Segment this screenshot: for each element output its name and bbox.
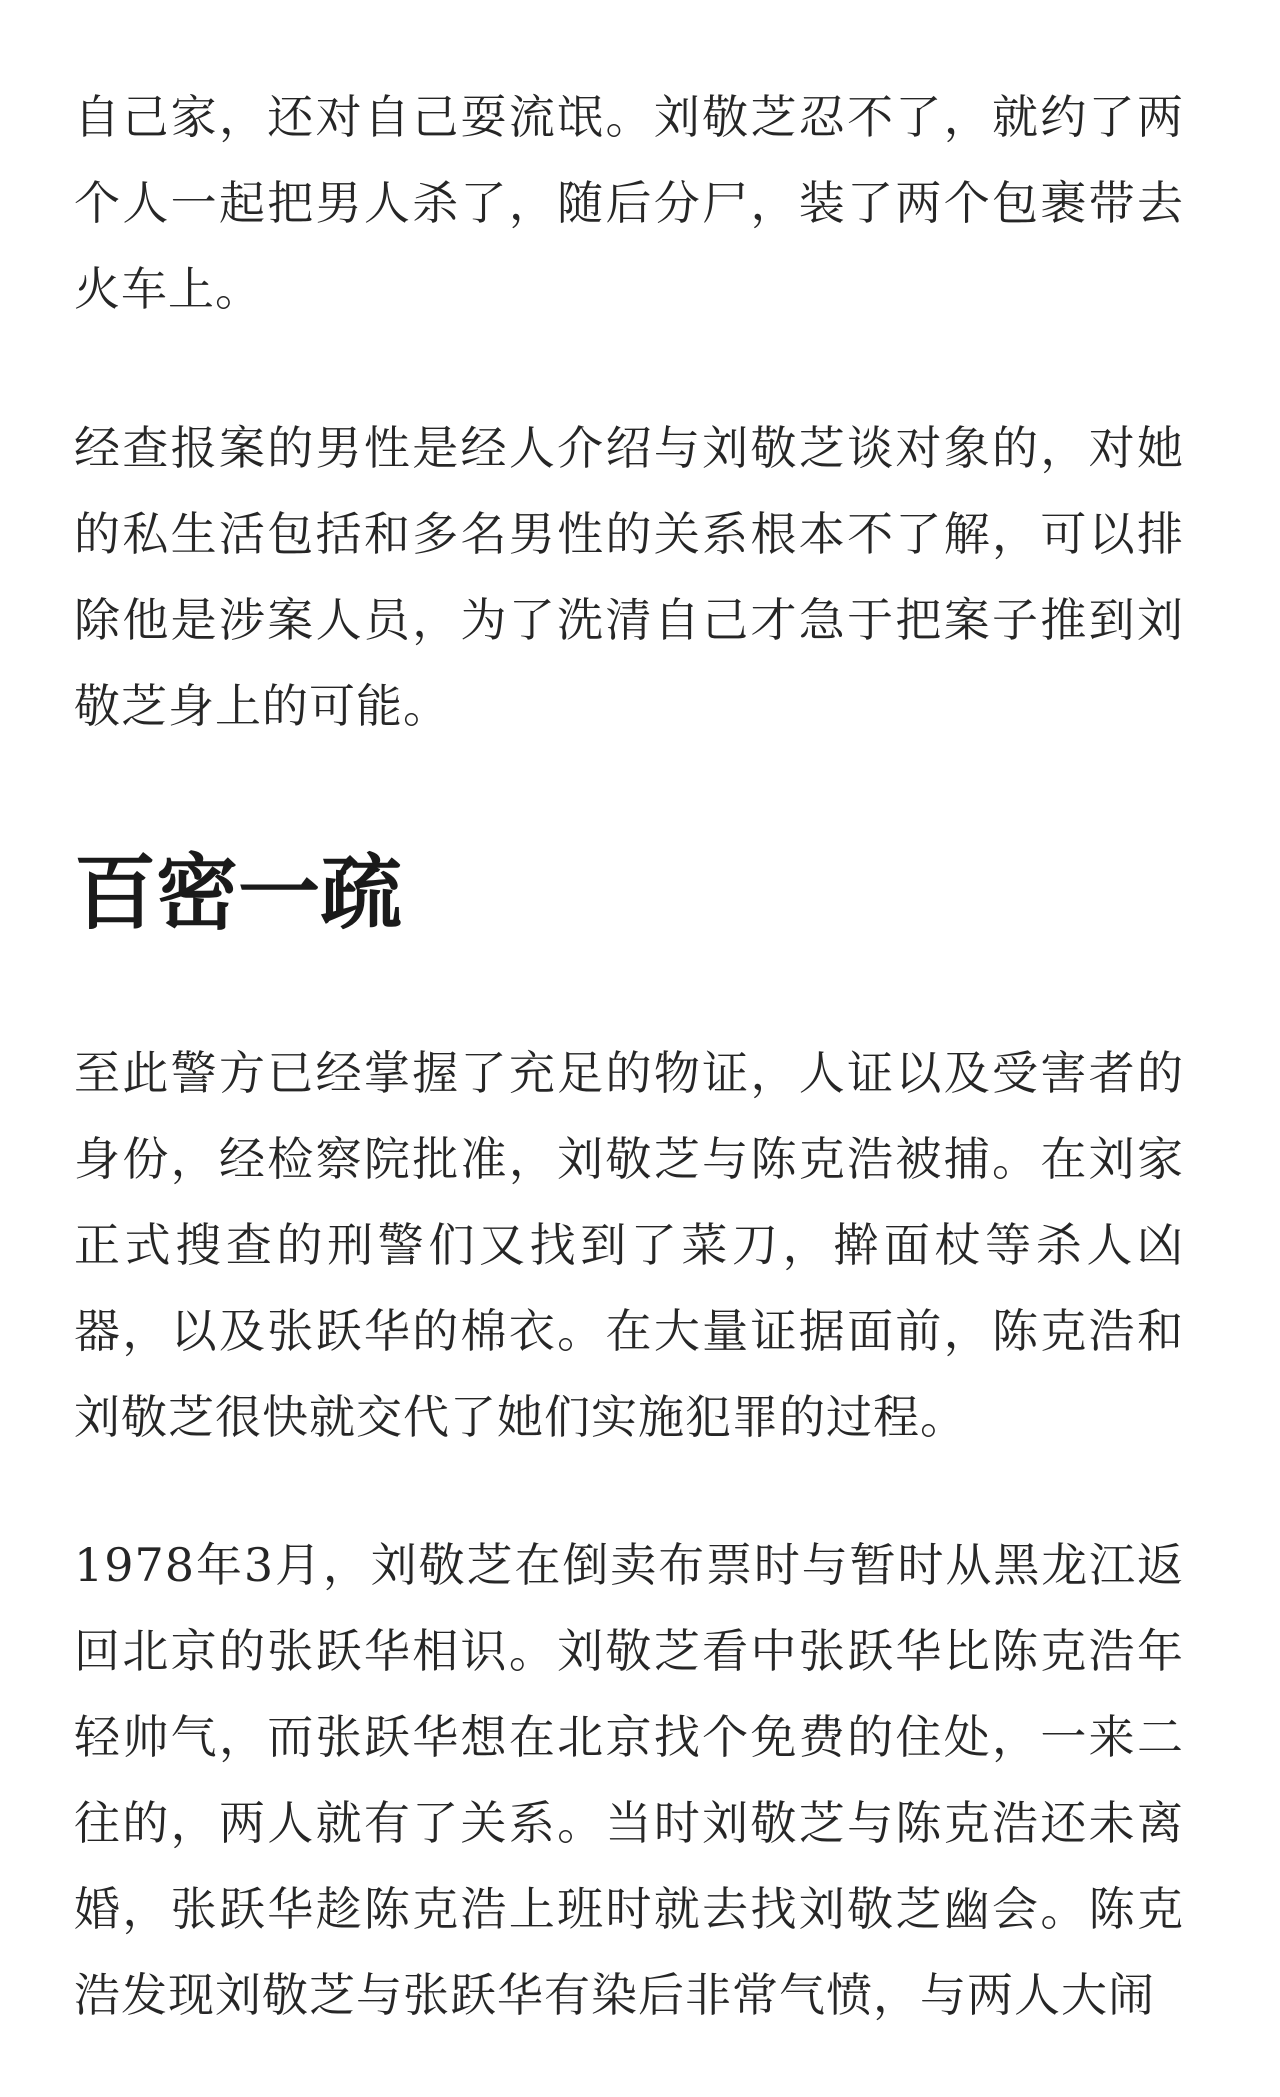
paragraph: 1978年3月，刘敬芝在倒卖布票时与暂时从黑龙江返回北京的张跃华相识。刘敬芝看中张跃华比陈克浩年轻帅气，而张跃华想在北京找个免费的住处，一来二往的，两人就有了关系。当时刘敬芝与陈克浩还未离婚，张跃华趁陈克浩上班时就去找刘敬芝幽会。陈克浩发现刘敬芝与张跃华有染后非常气愤，与两人大闹 (74, 1538, 1184, 2022)
section-heading: 百密一疏 (74, 845, 403, 941)
paragraph: 自己家，还对自己耍流氓。刘敬芝忍不了，就约了两个人一起把男人杀了，随后分尸，装了两个包裹带去火车上。 (74, 90, 1184, 316)
paragraph: 至此警方已经掌握了充足的物证，人证以及受害者的身份，经检察院批准，刘敬芝与陈克浩被捕。在刘家正式搜查的刑警们又找到了菜刀，擀面杖等杀人凶器，以及张跃华的棉衣。在大量证据面前，陈克浩和刘敬芝很快就交代了她们实施犯罪的过程。 (74, 1046, 1184, 1444)
paragraph: 经查报案的男性是经人介绍与刘敬芝谈对象的，对她的私生活包括和多名男性的关系根本不了解，可以排除他是涉案人员，为了洗清自己才急于把案子推到刘敬芝身上的可能。 (74, 421, 1184, 733)
